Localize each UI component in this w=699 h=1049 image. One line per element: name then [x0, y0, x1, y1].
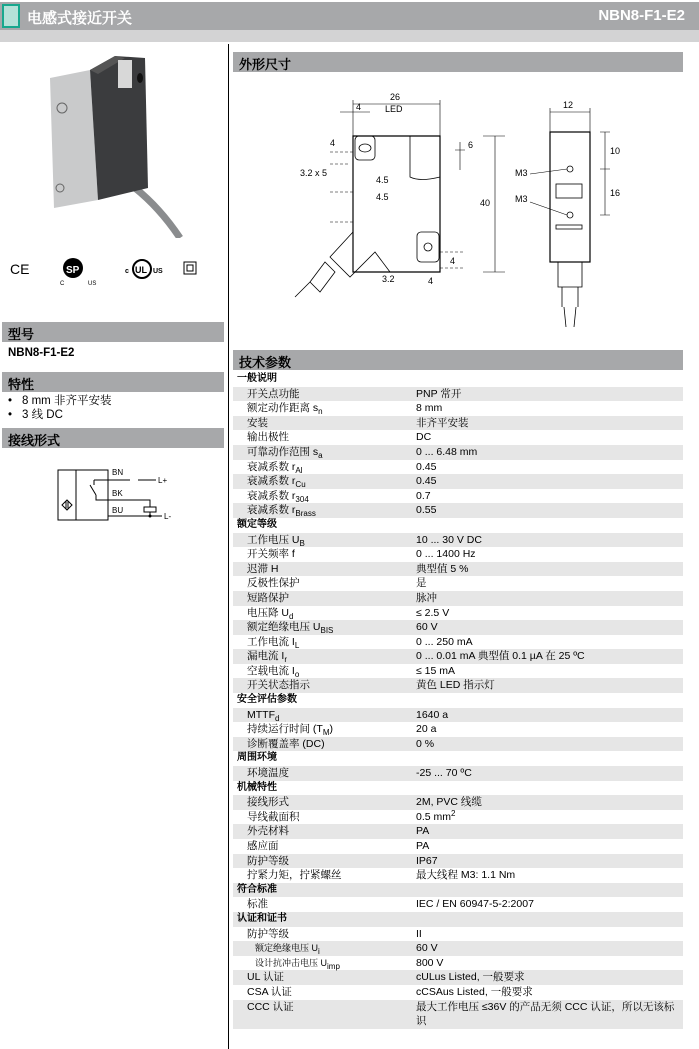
spec-value: IEC / EN 60947-5-2:2007 [416, 898, 534, 911]
spec-value: 20 a [416, 723, 437, 736]
spec-row [233, 460, 683, 475]
spec-label: 设计抗冲击电压 $U_{imp}$ [255, 957, 340, 971]
spec-row [233, 474, 683, 489]
spec-row [233, 897, 683, 912]
spec-value: 0.5 $mm^2$ [416, 808, 456, 823]
dim-4-bottom: 4 [428, 276, 434, 286]
dim-26: 26 [390, 92, 401, 102]
spec-row [233, 649, 683, 664]
spec-section-header [233, 883, 683, 898]
section-title: 安全评估参数 [237, 694, 297, 706]
feature-item: • 8 mm 非齐平安装 [8, 395, 112, 407]
spec-section-header [233, 912, 683, 927]
spec-label: 短路保护 [247, 591, 289, 604]
section-title: 认证和证书 [237, 912, 287, 924]
dimensions-heading: 外形尺寸 [233, 52, 683, 72]
spec-value: 0.45 [416, 460, 437, 473]
spec-value: 0 ... 1400 Hz [416, 548, 476, 561]
svg-text:UL: UL [135, 265, 147, 275]
section-title: 额定等级 [237, 518, 277, 530]
spec-row [233, 591, 683, 606]
spec-row [233, 722, 683, 737]
spec-row [233, 606, 683, 621]
sub-bar [0, 30, 699, 42]
spec-label: 迟滞 H [247, 562, 279, 575]
product-photo [30, 48, 200, 238]
spec-label: 衰减系数 $r_{304}$ [247, 489, 309, 504]
spec-row [233, 1000, 683, 1029]
spec-label: 工作电压 $U_B$ [247, 533, 305, 548]
spec-value: 非齐平安装 [416, 416, 469, 429]
spec-row [233, 795, 683, 810]
spec-row [233, 766, 683, 781]
page-title: 电感式接近开关 [27, 10, 133, 27]
dim-4-top: 4 [356, 102, 362, 112]
spec-label: 反极性保护 [247, 577, 300, 590]
svg-text:SP: SP [66, 265, 80, 276]
spec-label: 接线形式 [247, 796, 289, 809]
spec-row [233, 708, 683, 723]
spec-row [233, 576, 683, 591]
spec-label: 开关状态指示 [247, 679, 310, 692]
model-value: NBN8-F1-E2 [8, 347, 75, 359]
spec-label: CSA 认证 [247, 985, 292, 998]
spec-value: PA [416, 840, 430, 852]
spec-value: 最大线程 M3: 1.1 Nm [416, 869, 516, 882]
spec-row [233, 562, 683, 577]
spec-label: 开关点功能 [247, 387, 300, 400]
dim-4-5-b: 4.5 [376, 192, 389, 202]
spec-label: 电压降 $U_d$ [247, 606, 294, 621]
spec-label: 防护等级 [247, 927, 289, 940]
spec-row [233, 533, 683, 548]
brand-square-icon [2, 4, 20, 28]
spec-value: 脉冲 [416, 591, 437, 604]
spec-value: cCSAus Listed, 一般要求 [416, 985, 533, 998]
model-heading: 型号 [2, 322, 224, 342]
spec-row [233, 635, 683, 650]
spec-row [233, 387, 683, 402]
dimension-drawing [290, 82, 650, 332]
csa-mark-icon [60, 258, 96, 287]
spec-label: 外壳材料 [247, 825, 289, 838]
spec-label: 环境温度 [247, 767, 289, 780]
spec-value: 1640 a [416, 708, 449, 721]
svg-text:C: C [60, 281, 65, 287]
spec-row [233, 547, 683, 562]
spec-row [233, 430, 683, 445]
spec-row [233, 503, 683, 518]
spec-row [233, 956, 683, 971]
spec-label: 导线截面积 [247, 810, 300, 823]
dim-10: 10 [610, 146, 621, 156]
wire-bk-label: BK [112, 489, 123, 498]
spec-row [233, 868, 683, 883]
spec-value: ≤ 15 mA [416, 664, 456, 677]
certification-marks [8, 255, 218, 290]
spec-row [233, 445, 683, 460]
spec-value: 2M, PVC 线缆 [416, 796, 482, 809]
spec-value: 10 ... 30 V DC [416, 533, 482, 546]
led-label: LED [385, 104, 403, 114]
spec-label: 安装 [247, 416, 268, 429]
spec-row [233, 620, 683, 635]
dim-slot: 3.2 x 5 [300, 168, 328, 178]
protection-class-ii-icon [184, 262, 196, 274]
spec-row [233, 985, 683, 1000]
spec-section-header [233, 751, 683, 766]
spec-value: IP67 [416, 854, 438, 867]
inductive-sensor-icon [62, 500, 72, 510]
spec-value: 0.55 [416, 504, 437, 517]
spec-label: 感应面 [247, 840, 279, 852]
spec-section-header [233, 518, 683, 533]
spec-row [233, 810, 683, 825]
spec-value: cULus Listed, 一般要求 [416, 971, 525, 984]
spec-row [233, 678, 683, 693]
wire-bn-label: BN [112, 468, 124, 477]
dim-4-bottom-right: 4 [450, 256, 456, 266]
title-bar [0, 2, 699, 30]
section-title: 周围环境 [237, 752, 277, 764]
spec-row [233, 824, 683, 839]
spec-value: PA [416, 825, 430, 838]
model-number-header: NBN8-F1-E2 [598, 7, 685, 24]
spec-value: 0.45 [416, 475, 437, 488]
spec-label: 开关频率 f [247, 548, 295, 561]
spec-value: PNP 常开 [416, 387, 462, 400]
dim-16: 16 [610, 188, 621, 198]
spec-row [233, 737, 683, 752]
spec-section-header [233, 372, 683, 387]
spec-value: 60 V [416, 621, 438, 634]
spec-label: 衰减系数 $r_{Cu}$ [247, 475, 306, 490]
spec-value: 0 ... 250 mA [416, 635, 473, 648]
spec-label: 衰减系数 $r_{Al}$ [247, 460, 303, 475]
svg-text:US: US [153, 268, 163, 275]
spec-label: 持续运行时间 $(T_M)$ [247, 723, 333, 738]
svg-text:US: US [88, 281, 97, 287]
thread-m3-a: M3 [515, 168, 528, 178]
dim-12: 12 [563, 100, 574, 110]
spec-row [233, 927, 683, 942]
spec-label: 工作电流 $I_L$ [247, 635, 300, 650]
spec-label: 额定绝缘电压 $U_i$ [255, 943, 320, 957]
spec-label: 可靠动作范围 $s_a$ [247, 445, 323, 460]
ul-mark-icon [125, 260, 163, 278]
spec-label: 诊断覆盖率 (DC) [247, 737, 325, 750]
spec-row [233, 489, 683, 504]
section-title: 一般说明 [237, 373, 277, 384]
l-plus-label: L+ [158, 476, 168, 485]
wiring-heading: 接线形式 [2, 428, 224, 448]
spec-value: ≤ 2.5 V [416, 606, 450, 619]
column-divider [228, 44, 229, 1049]
spec-row [233, 401, 683, 416]
thread-m3-b: M3 [515, 194, 528, 204]
spec-value: 是 [416, 577, 427, 590]
section-title: 机械特性 [237, 781, 277, 793]
spec-label: $MTTF_d$ [247, 708, 280, 723]
spec-label: 额定绝缘电压 $U_{BIS}$ [247, 621, 334, 636]
ce-mark-icon: CE [10, 261, 30, 277]
spec-row [233, 664, 683, 679]
wire-bu-label: BU [112, 506, 124, 515]
spec-value: 0 % [416, 737, 435, 750]
spec-value: 最大工作电压 ≤36V 的产品无须 CCC 认证，所以无该标识 [416, 1000, 675, 1028]
spec-value: 8 mm [416, 402, 443, 415]
spec-row [233, 970, 683, 985]
l-minus-label: L- [164, 512, 172, 521]
spec-row [233, 416, 683, 431]
spec-value: 800 V [416, 956, 444, 969]
spec-row [233, 854, 683, 869]
spec-label: 防护等级 [247, 854, 289, 867]
spec-section-header [233, 693, 683, 708]
spec-label: 输出极性 [247, 431, 289, 444]
spec-value: 黄色 LED 指示灯 [416, 679, 495, 692]
dim-4-left: 4 [330, 138, 336, 148]
spec-row [233, 941, 683, 956]
spec-value: 0 ... 6.48 mm [416, 445, 478, 458]
spec-label: 标准 [247, 898, 268, 911]
spec-label: 空载电流 $I_o$ [247, 664, 300, 679]
dim-hole: 3.2 [382, 274, 395, 284]
section-title: 符合标准 [237, 883, 277, 895]
spec-label: 拧紧力矩，拧紧螺丝 [247, 869, 342, 882]
spec-value: 典型值 5 % [416, 562, 469, 575]
dim-4-5-a: 4.5 [376, 175, 389, 185]
spec-row [233, 839, 683, 854]
spec-label: 衰减系数 $r_{Brass}$ [247, 504, 316, 519]
dim-40: 40 [480, 198, 491, 208]
spec-value: DC [416, 431, 432, 444]
spec-label: 额定动作距离 $s_n$ [247, 402, 323, 417]
spec-table [233, 372, 683, 1029]
spec-value: 0 ... 0.01 mA 典型值 0.1 µA 在 25 ºC [416, 650, 585, 663]
svg-text:c: c [125, 268, 129, 275]
spec-value: II [416, 927, 422, 940]
spec-label: UL 认证 [247, 971, 284, 984]
spec-label: 漏电流 $I_r$ [247, 650, 288, 665]
wiring-diagram [50, 460, 190, 525]
spec-value: -25 ... 70 ºC [416, 767, 472, 780]
spec-label: CCC 认证 [247, 1000, 294, 1013]
spec-value: 0.7 [416, 489, 431, 502]
feature-item: • 3 线 DC [8, 409, 63, 421]
specs-heading: 技术参数 [233, 350, 683, 370]
dim-6: 6 [468, 140, 474, 150]
features-heading: 特性 [2, 372, 224, 392]
spec-value: 60 V [416, 942, 438, 955]
spec-section-header [233, 781, 683, 796]
